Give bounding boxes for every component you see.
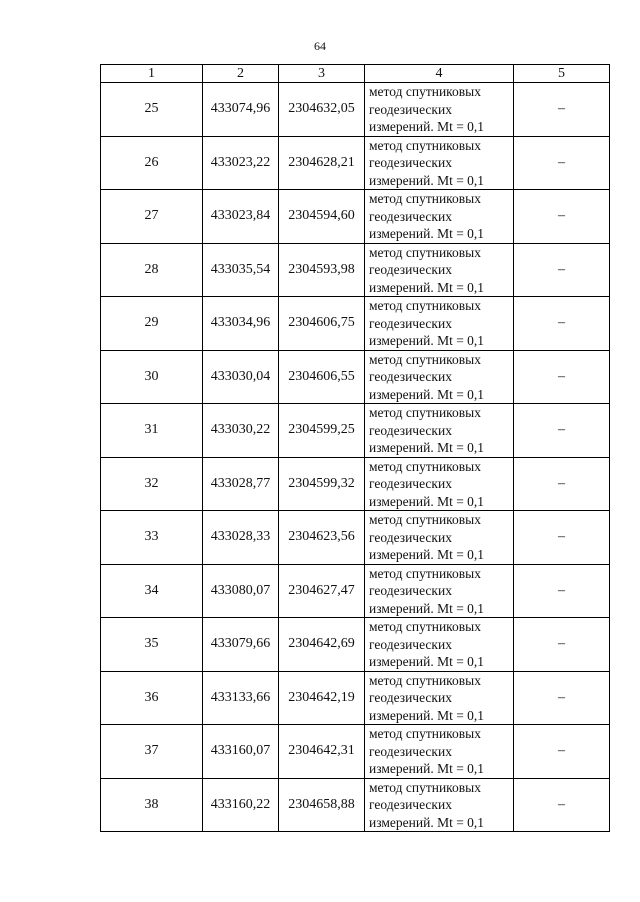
point-number-cell: 30 bbox=[101, 350, 203, 404]
x-coordinate-cell: 433160,07 bbox=[203, 725, 279, 779]
method-text-line: измерений. Mt = 0,1 bbox=[369, 279, 485, 295]
column-header-1: 1 bbox=[101, 65, 203, 83]
note-cell: – bbox=[514, 457, 610, 511]
note-cell: – bbox=[514, 136, 610, 190]
method-text-line: геодезических bbox=[369, 208, 452, 224]
x-coordinate-cell: 433030,22 bbox=[203, 404, 279, 458]
y-coordinate-cell: 2304642,19 bbox=[279, 671, 365, 725]
y-coordinate-cell: 2304642,31 bbox=[279, 725, 365, 779]
y-coordinate-cell: 2304658,88 bbox=[279, 778, 365, 832]
method-cell bbox=[365, 190, 514, 244]
coordinates-table bbox=[100, 64, 610, 832]
method-text-line: геодезических bbox=[369, 690, 452, 705]
point-number-cell: 29 bbox=[101, 297, 203, 351]
method-text-line: геодезических bbox=[369, 101, 452, 117]
note-cell: – bbox=[514, 564, 610, 618]
point-number-cell: 35 bbox=[101, 618, 203, 672]
method-text-line: метод спутниковых bbox=[369, 565, 481, 581]
table-header-row bbox=[101, 65, 610, 83]
method-text-line: геодезических bbox=[369, 155, 452, 170]
method-text-line: геодезических bbox=[369, 636, 452, 652]
x-coordinate-cell: 433035,54 bbox=[203, 243, 279, 297]
page-number: 64 bbox=[314, 39, 326, 53]
x-coordinate-cell: 433160,22 bbox=[203, 778, 279, 832]
method-cell bbox=[365, 297, 514, 351]
method-cell bbox=[365, 243, 514, 297]
point-number-cell: 36 bbox=[101, 671, 203, 725]
table-row bbox=[101, 190, 610, 244]
note-cell: – bbox=[514, 297, 610, 351]
method-text-line: метод спутниковых bbox=[369, 458, 481, 474]
column-header-4: 4 bbox=[365, 65, 514, 83]
y-coordinate-cell: 2304606,75 bbox=[279, 297, 365, 351]
x-coordinate-cell: 433023,84 bbox=[203, 190, 279, 244]
method-text-line: метод спутниковых bbox=[369, 726, 481, 741]
table-body bbox=[101, 83, 610, 832]
point-number-cell: 25 bbox=[101, 83, 203, 137]
table-row bbox=[101, 404, 610, 458]
method-text-line: геодезических bbox=[369, 529, 452, 545]
method-text-line: измерений. Mt = 0,1 bbox=[369, 226, 485, 241]
note-cell: – bbox=[514, 83, 610, 137]
x-coordinate-cell: 433034,96 bbox=[203, 297, 279, 351]
note-cell: – bbox=[514, 618, 610, 672]
x-coordinate-cell: 433080,07 bbox=[203, 564, 279, 618]
table-row bbox=[101, 671, 610, 725]
method-text-line: измерений. Mt = 0,1 bbox=[369, 547, 485, 562]
note-cell: – bbox=[514, 350, 610, 404]
table-row bbox=[101, 243, 610, 297]
method-text-line: геодезических bbox=[369, 743, 452, 759]
y-coordinate-cell: 2304599,32 bbox=[279, 457, 365, 511]
x-coordinate-cell: 433028,77 bbox=[203, 457, 279, 511]
point-number-cell: 28 bbox=[101, 243, 203, 297]
method-cell bbox=[365, 404, 514, 458]
note-cell: – bbox=[514, 243, 610, 297]
point-number-cell: 31 bbox=[101, 404, 203, 458]
table-row bbox=[101, 457, 610, 511]
method-text-line: измерений. Mt = 0,1 bbox=[369, 600, 485, 616]
method-text-line: измерений. Mt = 0,1 bbox=[369, 119, 485, 134]
method-text-line: метод спутниковых bbox=[369, 298, 481, 313]
x-coordinate-cell: 433030,04 bbox=[203, 350, 279, 404]
table-row bbox=[101, 83, 610, 137]
method-text-line: метод спутниковых bbox=[369, 351, 481, 367]
y-coordinate-cell: 2304623,56 bbox=[279, 511, 365, 565]
method-text-line: геодезических bbox=[369, 315, 452, 331]
method-text-line: метод спутниковых bbox=[369, 191, 481, 206]
method-text-line: геодезических bbox=[369, 476, 452, 491]
x-coordinate-cell: 433023,22 bbox=[203, 136, 279, 190]
method-cell bbox=[365, 511, 514, 565]
method-text-line: геодезических bbox=[369, 422, 452, 438]
table-row bbox=[101, 618, 610, 672]
method-text-line: геодезических bbox=[369, 583, 452, 598]
method-text-line: метод спутниковых bbox=[369, 244, 481, 260]
x-coordinate-cell: 433074,96 bbox=[203, 83, 279, 137]
point-number-cell: 37 bbox=[101, 725, 203, 779]
point-number-cell: 27 bbox=[101, 190, 203, 244]
note-cell: – bbox=[514, 778, 610, 832]
method-cell bbox=[365, 671, 514, 725]
method-cell bbox=[365, 83, 514, 137]
method-text-line: геодезических bbox=[369, 262, 452, 277]
method-cell bbox=[365, 136, 514, 190]
table-row bbox=[101, 564, 610, 618]
y-coordinate-cell: 2304628,21 bbox=[279, 136, 365, 190]
method-cell bbox=[365, 725, 514, 779]
method-cell bbox=[365, 618, 514, 672]
method-text-line: измерений. Mt = 0,1 bbox=[369, 814, 485, 830]
method-text-line: геодезических bbox=[369, 797, 452, 812]
method-text-line: метод спутниковых bbox=[369, 672, 481, 688]
note-cell: – bbox=[514, 725, 610, 779]
y-coordinate-cell: 2304632,05 bbox=[279, 83, 365, 137]
method-cell bbox=[365, 778, 514, 832]
column-header-2: 2 bbox=[203, 65, 279, 83]
method-text-line: измерений. Mt = 0,1 bbox=[369, 440, 485, 455]
point-number-cell: 32 bbox=[101, 457, 203, 511]
point-number-cell: 34 bbox=[101, 564, 203, 618]
method-text-line: метод спутниковых bbox=[369, 619, 481, 634]
method-text-line: измерений. Mt = 0,1 bbox=[369, 654, 485, 669]
note-cell: – bbox=[514, 671, 610, 725]
table-row bbox=[101, 136, 610, 190]
note-cell: – bbox=[514, 511, 610, 565]
note-cell: – bbox=[514, 404, 610, 458]
method-text-line: измерений. Mt = 0,1 bbox=[369, 493, 485, 509]
method-text-line: измерений. Mt = 0,1 bbox=[369, 333, 485, 348]
table-row bbox=[101, 725, 610, 779]
method-text-line: измерений. Mt = 0,1 bbox=[369, 761, 485, 776]
y-coordinate-cell: 2304642,69 bbox=[279, 618, 365, 672]
column-header-3: 3 bbox=[279, 65, 365, 83]
method-text-line: измерений. Mt = 0,1 bbox=[369, 172, 485, 188]
y-coordinate-cell: 2304599,25 bbox=[279, 404, 365, 458]
method-text-line: метод спутниковых bbox=[369, 779, 481, 795]
point-number-cell: 33 bbox=[101, 511, 203, 565]
method-cell bbox=[365, 350, 514, 404]
method-text-line: измерений. Mt = 0,1 bbox=[369, 386, 485, 402]
method-cell bbox=[365, 564, 514, 618]
method-text-line: метод спутниковых bbox=[369, 405, 481, 420]
point-number-cell: 38 bbox=[101, 778, 203, 832]
method-text-line: метод спутниковых bbox=[369, 512, 481, 527]
x-coordinate-cell: 433028,33 bbox=[203, 511, 279, 565]
y-coordinate-cell: 2304593,98 bbox=[279, 243, 365, 297]
table-row bbox=[101, 511, 610, 565]
method-cell bbox=[365, 457, 514, 511]
method-text-line: геодезических bbox=[369, 369, 452, 384]
column-header-5: 5 bbox=[514, 65, 610, 83]
note-cell: – bbox=[514, 190, 610, 244]
method-text-line: метод спутниковых bbox=[369, 84, 481, 99]
x-coordinate-cell: 433079,66 bbox=[203, 618, 279, 672]
point-number-cell: 26 bbox=[101, 136, 203, 190]
table-row bbox=[101, 350, 610, 404]
method-text-line: измерений. Mt = 0,1 bbox=[369, 707, 485, 723]
table-row bbox=[101, 297, 610, 351]
y-coordinate-cell: 2304594,60 bbox=[279, 190, 365, 244]
table-row bbox=[101, 778, 610, 832]
y-coordinate-cell: 2304606,55 bbox=[279, 350, 365, 404]
method-text-line: метод спутниковых bbox=[369, 137, 481, 153]
y-coordinate-cell: 2304627,47 bbox=[279, 564, 365, 618]
x-coordinate-cell: 433133,66 bbox=[203, 671, 279, 725]
